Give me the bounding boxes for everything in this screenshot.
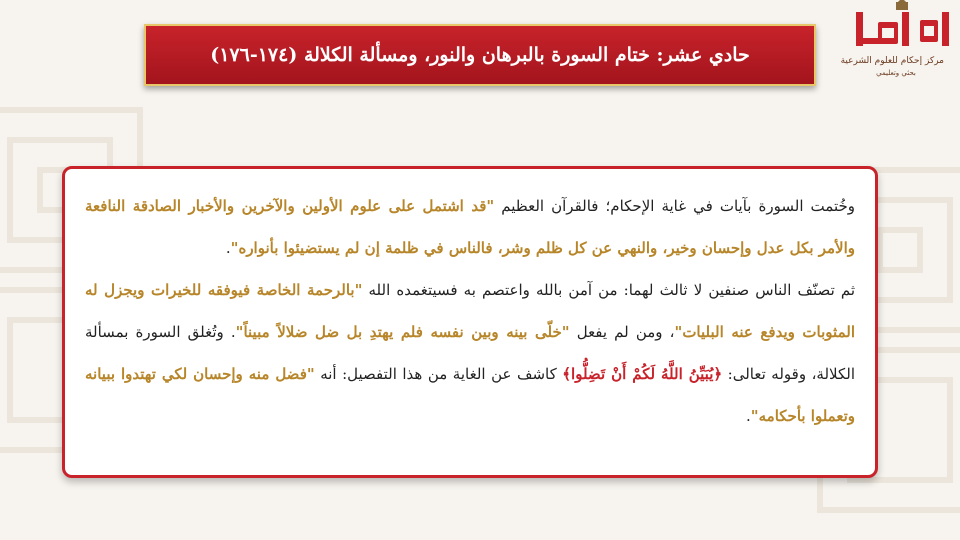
text-span: . (225, 239, 231, 257)
text-span: . (746, 407, 751, 425)
quote-highlight: "قد اشتمل على علوم الأولين والآخرين والأخبار الصادقة النافعة والأمر بكل عدل وإحسان وخير، والنهي عن كل ظلم وشر، فالناس في ظلمة إن لم يستضيئوا بأنواره" (85, 197, 855, 257)
quote-highlight: "فضل منه وإحسان لكي تهتدوا ببيانه وتعملوا بأحكامه" (85, 365, 855, 425)
text-span: . وتُغلق السورة بمسألة الكلالة، وقوله تعالى: (85, 323, 855, 383)
logo-name: مركز إحكام للعلوم الشرعية (840, 56, 944, 66)
text-span: كاشف عن الغاية من هذا التفصيل: أنه (314, 365, 563, 383)
slide-title: حادي عشر: ختام السورة بالبرهان والنور، ومسألة الكلالة (١٧٤-١٧٦) (210, 44, 750, 66)
quran-verse: ﴿يُبَيِّنُ اللَّهُ لَكُمْ أَنْ تَضِلُّوا﴾ (562, 365, 723, 383)
logo-tagline: بحثي وتعليمي (876, 69, 916, 77)
text-span: ثم تصنّف الناس صنفين لا ثالث لهما: من آمن بالله واعتصم به فسيتغمده الله (362, 281, 856, 299)
quote-highlight: "بالرحمة الخاصة فيوفقه للخيرات ويجزل له المثوبات ويدفع عنه البليات" (85, 281, 855, 341)
content-paragraph-2 (85, 269, 855, 437)
quote-highlight: "خلّى بينه وبين نفسه فلم يهتدِ بل ضل ضلالاً مبيناً" (235, 323, 570, 341)
text-span: وخُتمت السورة بآيات في غاية الإحكام؛ فالقرآن العظيم (494, 197, 855, 215)
slide-title-bar (144, 24, 816, 86)
brand-logo (840, 0, 954, 92)
text-span: ، ومن لم يفعل (569, 323, 675, 341)
content-panel (62, 166, 878, 478)
content-paragraph-1 (85, 185, 855, 269)
logo-mark-icon (850, 0, 954, 56)
